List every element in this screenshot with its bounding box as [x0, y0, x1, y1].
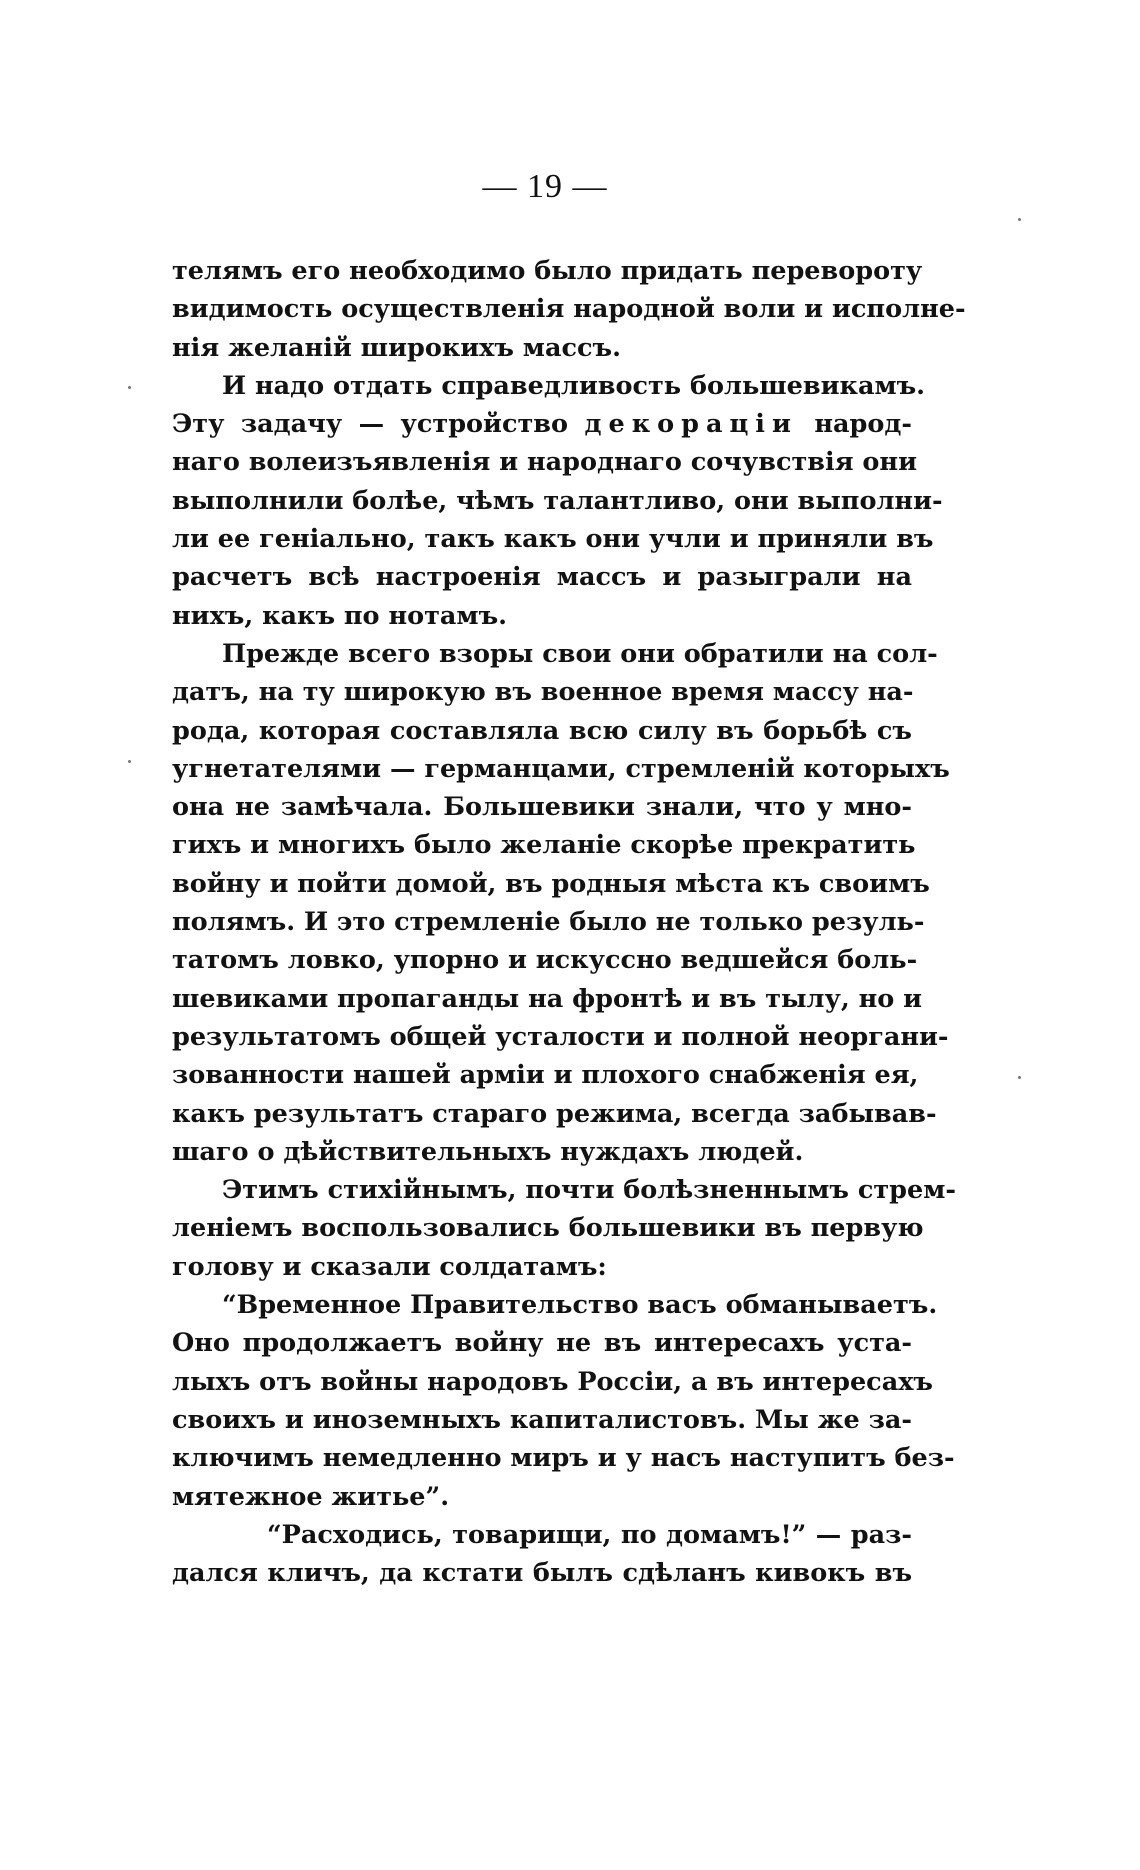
text-line: дался кличъ, да кстати былъ сдѣланъ кивокъ въ [172, 1558, 912, 1589]
body-text [172, 252, 966, 1592]
text-line: ключимъ немедленно миръ и у насъ наступитъ без- [172, 1443, 955, 1474]
text-line: Прежде всего взоры свои они обратили на сол- [222, 638, 938, 669]
text-line: Оно продолжаетъ войну не въ интересахъ уста- [172, 1328, 912, 1359]
paragraph [172, 635, 950, 1171]
text-line: выполнили болѣе, чѣмъ талантливо, они выполни- [172, 485, 943, 516]
text-line: наго волеизъявленія и народнаго сочувствія они [172, 447, 917, 478]
text-line: леніемъ воспользовались большевики въ первую [172, 1213, 924, 1244]
text-line: гихъ и многихъ было желаніе скорѣе прекратить [172, 830, 916, 861]
print-speck [128, 386, 131, 389]
text-line: ли ее геніально, такъ какъ они учли и приняли въ [172, 524, 934, 555]
text-run: народ- [814, 409, 912, 440]
text-line [172, 405, 912, 443]
paragraph-quote [172, 1286, 955, 1516]
text-line: полямъ. И это стремленіе было не только резуль- [172, 907, 925, 938]
text-line: расчетъ всѣ настроенія массъ и разыграли на [172, 562, 912, 593]
text-line: рода, которая составляла всю силу въ борьбѣ съ [172, 715, 912, 746]
emphasized-word: декораціи [584, 409, 798, 440]
paragraph [172, 1171, 956, 1286]
text-line: И надо отдать справедливость большевикамъ. [222, 370, 926, 401]
text-line: она не замѣчала. Большевики знали, что у мно- [172, 792, 912, 823]
text-line: мятежное житье”. [172, 1481, 450, 1512]
page-number: — 19 — [482, 168, 608, 205]
text-line: своихъ и иноземныхъ капиталистовъ. Мы же за- [172, 1404, 912, 1435]
text-line: телямъ его необходимо было придать перевороту [172, 256, 923, 286]
text-line: голову и сказали солдатамъ: [172, 1251, 607, 1282]
text-line: результатомъ общей усталости и полной неоргани- [172, 1021, 949, 1052]
text-line: какъ результатъ стараго режима, всегда забывав- [172, 1098, 937, 1129]
print-speck [1018, 218, 1021, 221]
text-line: “Расходись, товарищи, по домамъ!” — раз- [267, 1519, 912, 1550]
text-line: нихъ, какъ по нотамъ. [172, 600, 508, 631]
text-line: видимость осуществленія народной воли и исполне- [172, 294, 966, 325]
text-line: угнетателями — германцами, стремленій которыхъ [172, 753, 950, 784]
text-line: нія желаній широкихъ массъ. [172, 332, 621, 363]
print-speck [128, 760, 131, 763]
text-line: войну и пойти домой, въ родныя мѣста къ своимъ [172, 868, 930, 899]
text-line: шевиками пропаганды на фронтѣ и въ тылу, но и [172, 983, 923, 1014]
text-line: датъ, на ту широкую въ военное время массу на- [172, 677, 914, 708]
text-line: Этимъ стихійнымъ, почти болѣзненнымъ стрем- [222, 1175, 956, 1206]
text-line: зованности нашей арміи и плохого снабженія ея, [172, 1060, 919, 1091]
text-line: лыхъ отъ войны народовъ Россіи, а въ интересахъ [172, 1366, 933, 1397]
text-line: татомъ ловко, упорно и искусcно ведшейся боль- [172, 945, 918, 976]
paragraph [172, 367, 943, 635]
print-speck [1018, 1076, 1021, 1079]
text-line: шаго о дѣйствительныхъ нуждахъ людей. [172, 1136, 804, 1167]
paragraph [172, 252, 966, 367]
text-run: Эту задачу — устройство [172, 409, 569, 440]
paragraph [172, 1516, 912, 1593]
text-line: “Временное Правительство васъ обманываетъ. [222, 1290, 938, 1321]
